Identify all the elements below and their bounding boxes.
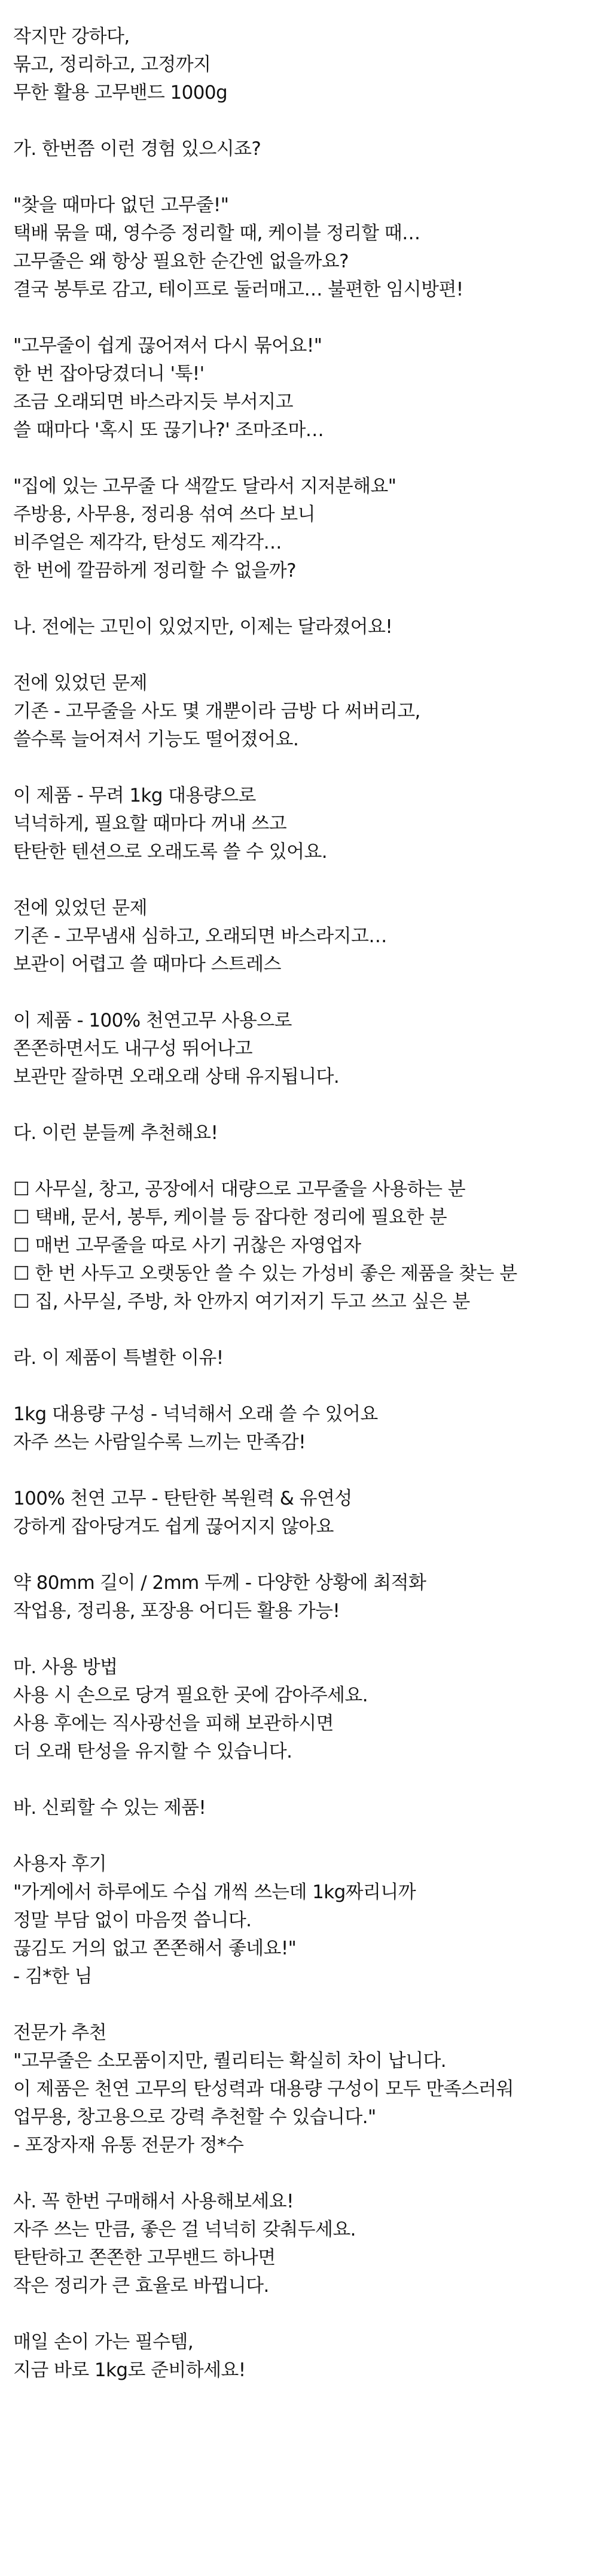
section-spacer (13, 2300, 598, 2328)
section-spacer (13, 754, 598, 782)
text-line: 100% 천연 고무 - 탄탄한 복원력 & 유연성 (13, 1488, 352, 1509)
text-section (13, 332, 598, 444)
section-spacer (13, 1991, 598, 2019)
text-section (13, 1654, 598, 1766)
section-spacer (13, 1457, 598, 1485)
text-section (13, 1007, 598, 1091)
text-line: ☐ 매번 고무줄을 따로 사기 귀찮은 자영업자 (13, 1235, 361, 1256)
section-spacer (13, 304, 598, 332)
section-spacer (13, 1147, 598, 1176)
text-section (13, 1400, 598, 1457)
text-line: 보관만 잘하면 오래오래 상태 유지됩니다. (13, 1066, 340, 1088)
section-spacer (13, 1822, 598, 1850)
text-line: 비주얼은 제각각, 탄성도 제각각… (13, 532, 282, 553)
text-line: - 포장자재 유통 전문가 정*수 (13, 2135, 244, 2156)
text-line: "고무줄이 쉽게 끊어져서 다시 묶어요!" (13, 335, 322, 357)
text-line: 고무줄은 왜 항상 필요한 순간엔 없을까요? (13, 251, 349, 272)
text-line: "집에 있는 고무줄 다 색깔도 달라서 지저분해요" (13, 476, 396, 497)
text-line: 자주 쓰는 사람일수록 느끼는 만족감! (13, 1432, 306, 1453)
text-line: 사. 꼭 한번 구매해서 사용해보세요! (13, 2191, 294, 2212)
text-section (13, 894, 598, 979)
text-line: "찾을 때마다 없던 고무줄!" (13, 194, 229, 216)
text-line: 기존 - 고무냄새 심하고, 오래되면 바스라지고… (13, 925, 387, 947)
text-line: 이 제품은 천연 고무의 탄성력과 대용량 구성이 모두 만족스러워 (13, 2078, 514, 2100)
text-line: 넉넉하게, 필요할 때마다 꺼내 쓰고 (13, 813, 287, 835)
text-section (13, 1344, 598, 1372)
text-line: 바. 신뢰할 수 있는 제품! (13, 1797, 206, 1819)
text-line: ☐ 사무실, 창고, 공장에서 대량으로 고무줄을 사용하는 분 (13, 1179, 466, 1200)
text-line: 라. 이 제품이 특별한 이유! (13, 1347, 224, 1369)
text-section (13, 23, 598, 107)
text-section (13, 2328, 598, 2385)
text-line: 작지만 강하다, (13, 26, 130, 47)
text-section (13, 191, 598, 304)
text-section (13, 2019, 598, 2160)
text-section (13, 669, 598, 754)
text-line: 한 번에 깔끔하게 정리할 수 없을까? (13, 560, 296, 581)
text-line: 전문가 추천 (13, 2022, 106, 2044)
text-section (13, 782, 598, 866)
text-line: 끊김도 거의 없고 쫀쫀해서 좋네요!" (13, 1938, 297, 1959)
text-line: 사용자 후기 (13, 1853, 106, 1875)
text-line: 기존 - 고무줄을 사도 몇 개뿐이라 금방 다 써버리고, (13, 701, 420, 722)
text-section (13, 1794, 598, 1822)
section-spacer (13, 1766, 598, 1794)
text-line: 나. 전에는 고민이 있었지만, 이제는 달라졌어요! (13, 616, 393, 638)
text-line: ☐ 한 번 사두고 오랫동안 쓸 수 있는 가성비 좋은 제품을 찾는 분 (13, 1263, 517, 1284)
text-line: 작업용, 정리용, 포장용 어디든 활용 가능! (13, 1600, 340, 1622)
text-section (13, 1485, 598, 1541)
section-spacer (13, 1541, 598, 1569)
text-line: 주방용, 사무용, 정리용 섞여 쓰다 보니 (13, 504, 315, 525)
text-section (13, 1569, 598, 1625)
text-line: 이 제품 - 100% 천연고무 사용으로 (13, 1010, 292, 1031)
section-spacer (13, 107, 598, 135)
text-section (13, 1176, 598, 1316)
text-line: 업무용, 창고용으로 강력 추천할 수 있습니다." (13, 2106, 376, 2128)
text-line: ☐ 집, 사무실, 주방, 차 안까지 여기저기 두고 쓰고 싶은 분 (13, 1291, 470, 1313)
section-spacer (13, 1091, 598, 1119)
text-line: 마. 사용 방법 (13, 1657, 118, 1678)
text-line: 사용 시 손으로 당겨 필요한 곳에 감아주세요. (13, 1685, 368, 1706)
section-spacer (13, 641, 598, 669)
text-line: "고무줄은 소모품이지만, 퀄리티는 확실히 차이 납니다. (13, 2050, 447, 2072)
text-line: - 김*한 님 (13, 1966, 93, 1987)
section-spacer (13, 585, 598, 613)
text-section (13, 613, 598, 641)
text-line: 가. 한번쯤 이런 경험 있으시죠? (13, 138, 261, 160)
text-line: 결국 봉투로 감고, 테이프로 둘러매고… 불편한 임시방편! (13, 279, 463, 300)
text-line: 이 제품 - 무려 1kg 대용량으로 (13, 785, 256, 806)
section-spacer (13, 866, 598, 894)
text-line: 택배 묶을 때, 영수증 정리할 때, 케이블 정리할 때… (13, 223, 420, 244)
text-section (13, 473, 598, 585)
text-line: 다. 이런 분들께 추천해요! (13, 1122, 218, 1144)
text-line: 쫀쫀하면서도 내구성 뛰어나고 (13, 1038, 253, 1059)
text-line: 한 번 잡아당겼더니 '툭!' (13, 363, 205, 385)
text-line: 강하게 잡아당겨도 쉽게 끊어지지 않아요 (13, 1516, 334, 1537)
text-section (13, 1850, 598, 1991)
section-spacer (13, 979, 598, 1007)
text-section (13, 1119, 598, 1147)
section-spacer (13, 1625, 598, 1654)
text-line: 쓸 때마다 '혹시 또 끊기나?' 조마조마… (13, 419, 324, 441)
text-line: 사용 후에는 직사광선을 피해 보관하시면 (13, 1713, 334, 1734)
text-line: 자주 쓰는 만큼, 좋은 걸 넉넉히 갖춰두세요. (13, 2219, 356, 2240)
text-section (13, 135, 598, 163)
text-line: 탄탄하고 쫀쫀한 고무밴드 하나면 (13, 2247, 276, 2269)
text-line: 보관이 어렵고 쓸 때마다 스트레스 (13, 954, 281, 975)
section-spacer (13, 1372, 598, 1400)
text-line: 작은 정리가 큰 효율로 바뀝니다. (13, 2275, 269, 2297)
text-line: 묶고, 정리하고, 고정까지 (13, 54, 211, 75)
text-line: 조금 오래되면 바스라지듯 부서지고 (13, 391, 293, 413)
text-line: 전에 있었던 문제 (13, 897, 147, 919)
section-spacer (13, 2160, 598, 2188)
text-line: 1kg 대용량 구성 - 넉넉해서 오래 쓸 수 있어요 (13, 1403, 378, 1425)
text-line: ☐ 택배, 문서, 봉투, 케이블 등 잡다한 정리에 필요한 분 (13, 1207, 447, 1228)
text-line: 쓸수록 늘어져서 기능도 떨어졌어요. (13, 729, 299, 750)
section-spacer (13, 1316, 598, 1344)
text-line: 무한 활용 고무밴드 1000g (13, 82, 228, 103)
text-line: 더 오래 탄성을 유지할 수 있습니다. (13, 1741, 292, 1762)
text-section (13, 2188, 598, 2300)
text-line: 약 80mm 길이 / 2mm 두께 - 다양한 상황에 최적화 (13, 1572, 426, 1594)
text-line: 매일 손이 가는 필수템, (13, 2331, 194, 2353)
section-spacer (13, 163, 598, 191)
text-line: 전에 있었던 문제 (13, 672, 147, 694)
text-line: 탄탄한 텐션으로 오래도록 쓸 수 있어요. (13, 841, 328, 863)
text-line: "가게에서 하루에도 수십 개씩 쓰는데 1kg짜리니까 (13, 1881, 416, 1903)
section-spacer (13, 444, 598, 473)
text-line: 지금 바로 1kg로 준비하세요! (13, 2359, 246, 2381)
text-line: 정말 부담 없이 마음껏 씁니다. (13, 1910, 252, 1931)
